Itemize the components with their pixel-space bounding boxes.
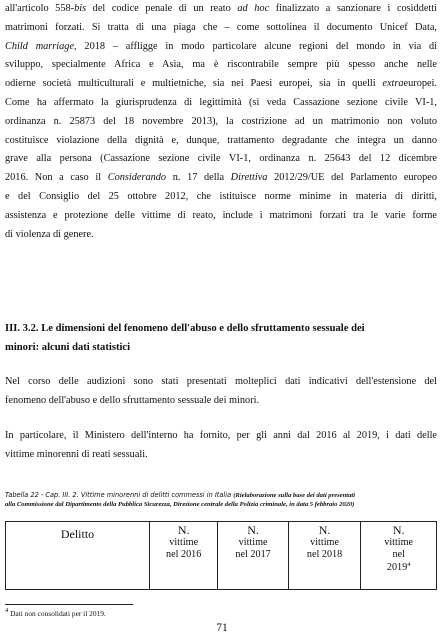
header-year-column	[288, 522, 361, 590]
header-line: nel 2017	[235, 549, 271, 561]
header-line: N.	[392, 523, 405, 537]
text-line: costituisce violazione della dignità e, dunque, trattamento degradante che integra un danno	[5, 134, 437, 146]
victims-table	[5, 521, 437, 590]
header-year-column	[218, 522, 288, 590]
text-line: sviluppo, specialmente Africa e Asia, ma è riscontrabile sempre più spesso anche nelle	[5, 59, 437, 71]
text-line: 2016. Non a caso il Considerando n. 17 della Direttiva 2012/29/UE del Parlamento europeo	[5, 172, 437, 184]
header-line: nel	[392, 549, 405, 561]
table-header-row	[6, 522, 437, 590]
header-line: N.	[318, 523, 331, 537]
heading-line: III. 3.2. Le dimensioni del fenomeno dell'abuso e dello sfruttamento sessuale dei	[5, 323, 365, 334]
paragraph-forced-marriage	[5, 0, 437, 244]
footnote-ref: 4	[407, 560, 411, 568]
text-line: odierne società multiculturali e multietniche, sia nei Paesi europei, sia in quelli extraeuropei.	[5, 78, 437, 90]
header-line: vittime	[310, 537, 339, 548]
header-line: vittime	[238, 537, 268, 548]
text-line: ordinanza n. 25873 del 18 novembre 2013), la costrizione ad un matrimonio non voluto	[5, 115, 437, 127]
text-line: all'articolo 558-bis del codice penale di un reato ad hoc finalizzato a sanzionare i cosiddetti	[5, 3, 437, 14]
heading-line: minori: alcuni dati statistici	[5, 341, 131, 353]
header-line: nel 2018	[306, 549, 343, 561]
footnote-divider	[5, 604, 133, 605]
caption-title: Tabella 22 - Cap. III. 2. Vittime minorenni di delitti commessi in Italia	[5, 491, 232, 499]
text-line: Nel corso delle audizioni sono stati presentati molteplici dati indicativi dell'estensione del	[5, 376, 437, 387]
header-line: 2019$^4$	[386, 560, 411, 573]
header-year-column	[150, 522, 218, 590]
header-line: nel 2016	[166, 549, 202, 561]
text-line: Child marriage, 2018 – affligge in modo particolare alcune regioni del mondo in via di	[5, 40, 437, 52]
text-line: fenomeno dell'abuso e dello sfruttamento sessuale dei minori.	[5, 394, 260, 406]
section-heading	[5, 320, 437, 358]
text-line: e del Consiglio del 25 ottobre 2012, che istituisce norme minime in materia di diritti,	[5, 190, 437, 202]
text-line: assistenza e protezione delle vittime di reato, include i matrimoni forzati tra le varie forme	[5, 209, 437, 221]
table-caption	[5, 491, 439, 510]
caption-note: (Rielaborazione sulla base dei dati presentati	[233, 492, 356, 499]
text-line: matrimoni forzati. Si tratta di una piaga che – come sottolinea il documento Unicef Data,	[5, 21, 437, 33]
text-line: di violenza di genere.	[5, 228, 94, 240]
caption-note-line-2: alla Commissione dal Dipartimento della Pubblica Sicurezza, Direzione centrale della Polizia criminale, in data 5 febbraio 2020)	[5, 501, 355, 509]
paragraph-hearings	[5, 373, 437, 411]
footnote-text: Dati non consolidati per il 2019.	[8, 609, 106, 618]
header-line: N.	[177, 523, 190, 537]
header-line: N.	[247, 523, 259, 537]
footnote-marker: 4	[5, 607, 9, 614]
header-line: vittime	[169, 537, 199, 548]
text-line: vittime minorenni di reati sessuali.	[5, 448, 148, 460]
paragraph-ministry-data	[5, 427, 437, 465]
page-number: 71	[216, 622, 228, 634]
footnote	[5, 609, 106, 619]
text-line: In particolare, il Ministero dell'interno ha fornito, per gli anni dal 2016 al 2019, i dati delle	[5, 430, 437, 441]
text-line: grave alla persona (Cassazione sezione civile VI-1, ordinanza n. 25643 del 12 dicembre	[5, 153, 437, 165]
header-year-column	[361, 522, 437, 590]
header-line: vittime	[384, 537, 414, 548]
header-delitto: Delitto	[6, 522, 150, 590]
text-line: Come ha affermato la giurisprudenza di legittimità (si veda Cassazione sezione civile VI-1,	[5, 96, 437, 108]
